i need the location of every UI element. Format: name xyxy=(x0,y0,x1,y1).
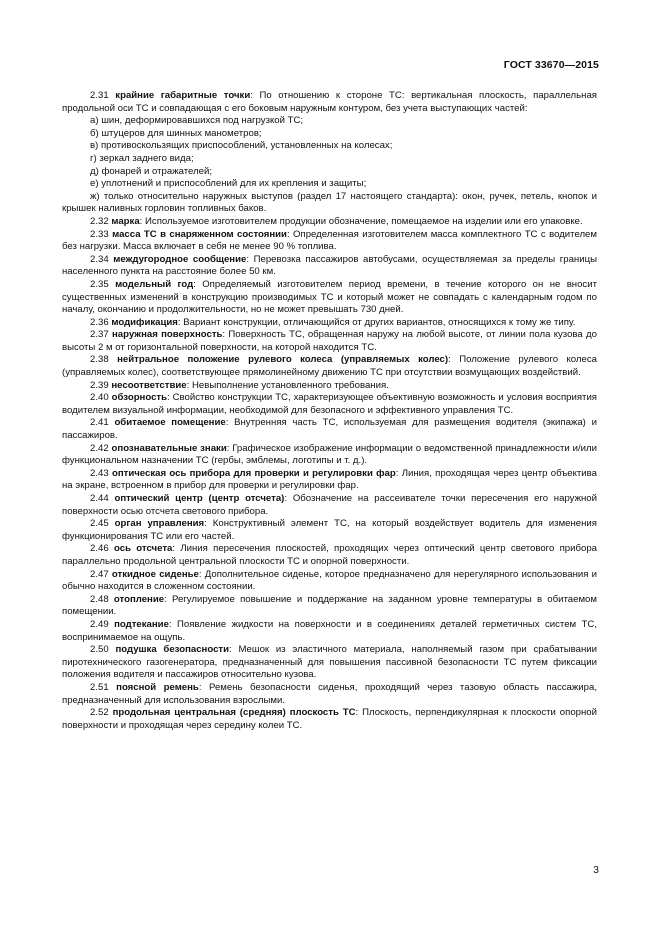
definition-number: 2.50 xyxy=(90,644,109,656)
definition-text: Регулируемое повышение и поддержание на заданном уровне температуры в обитаемом помещении. xyxy=(62,593,597,618)
list-item: ж) только относительно наружных выступов (раздел 17 настоящего стандарта): окон, ручек, петель, кнопок и крышек наливных горловин топливных баков. xyxy=(62,190,597,215)
definition-number: 2.41 xyxy=(90,417,109,429)
definition-text: Появление жидкости на поверхности и в соединениях деталей герметичных систем ТС, воспринимаемое на ощупь. xyxy=(62,618,597,643)
definition-term: опознавательные знаки xyxy=(111,442,227,454)
definition-number: 2.31 xyxy=(90,90,109,101)
definition-term: поясной ремень xyxy=(116,681,199,693)
definition-text: Положение рулевого колеса (управляемых колес), соответствующее прямолинейному движению ТС при отсутствии возмущающих воздействий. xyxy=(62,354,597,379)
definition-2-52: 2.52 продольная центральная (средняя) плоскость ТС: Плоскость, перпендикулярная к плоскости опорной поверхности и проходящая через середину колеи ТС. xyxy=(62,707,597,731)
definition-2-41: 2.41 обитаемое помещение: Внутренняя часть ТС, используемая для размещения водителя (экипажа) и пассажиров. xyxy=(62,417,597,442)
definition-term: подушка безопасности xyxy=(115,644,230,656)
definition-term: несоответствие xyxy=(111,379,187,391)
list-item: г) зеркал заднего вида; xyxy=(90,152,194,164)
list-item: д) фонарей и отражателей; xyxy=(90,165,213,177)
definition-2-36: 2.36 модификация: Вариант конструкции, отличающийся от других вариантов, относящихся к тому же типу. xyxy=(90,316,576,328)
definition-number: 2.39 xyxy=(90,379,109,391)
definition-text: Невыполнение установленного требования. xyxy=(191,379,389,391)
definition-text: Линия пересечения плоскостей, проходящих через оптический центр светового прибора параллельно продольной центральной плоскости ТС и опорной поверхности. xyxy=(62,543,597,567)
definition-2-47: 2.47 откидное сиденье: Дополнительное сиденье, которое предназначено для нерегулярного использования и обычно находится в сложенном состоянии. xyxy=(62,568,597,593)
definition-2-39: 2.39 несоответствие: Невыполнение установленного требования. xyxy=(90,379,389,391)
definition-term: орган управления xyxy=(114,518,205,530)
definition-text: Свойство конструкции ТС, характеризующее объективную возможность и условия восприятия водителем визуальной информации, необходимой для безопасного и эффективного управления ТС. xyxy=(62,392,597,416)
definition-number: 2.38 xyxy=(90,354,109,366)
definition-2-42: 2.42 опознавательные знаки: Графическое изображение информации о ведомственной принадлежности и/или функциональном назначении ТС (гербы, эмблемы, логотипы и т. д.). xyxy=(62,442,597,467)
definition-2-51: 2.51 поясной ремень: Ремень безопасности сиденья, проходящий через тазовую область пассажира, предназначенный для использования взрослыми. xyxy=(62,681,597,706)
definition-number: 2.46 xyxy=(90,543,109,555)
definition-2-46: 2.46 ось отсчета: Линия пересечения плоскостей, проходящих через оптический центр светового прибора параллельно продольной центральной плоскости ТС и опорной поверхности. xyxy=(62,543,597,567)
definition-number: 2.47 xyxy=(90,568,109,580)
definition-number: 2.52 xyxy=(90,707,109,719)
definition-term: ось отсчета xyxy=(114,543,173,555)
definition-text: Обозначение на рассеивателе точки пересечения его наружной поверхности осью отсчета светового прибора. xyxy=(62,493,597,517)
definition-2-44: 2.44 оптический центр (центр отсчета): Обозначение на рассеивателе точки пересечения его наружной поверхности осью отсчета светового прибора. xyxy=(62,493,597,517)
definition-number: 2.49 xyxy=(90,618,109,630)
definition-number: 2.35 xyxy=(90,278,109,290)
list-item: а) шин, деформировавшихся под нагрузкой ТС; xyxy=(90,115,304,127)
definition-number: 2.42 xyxy=(90,442,109,454)
definition-text: Вариант конструкции, отличающийся от других вариантов, относящихся к тому же типу. xyxy=(183,316,576,328)
definition-text: Определенная изготовителем масса комплектного ТС с водителем без нагрузки. Масса включает в себя не менее 90 % топлива. xyxy=(62,228,597,253)
definition-term: нейтральное положение рулевого колеса (управляемых колес) xyxy=(117,354,449,366)
definition-text: Плоскость, перпендикулярная к плоскости опорной поверхности и проходящая через середину колеи ТС. xyxy=(62,707,597,731)
definition-term: модификация xyxy=(111,316,178,328)
definition-number: 2.44 xyxy=(90,493,109,504)
definition-text: Дополнительное сиденье, которое предназначено для нерегулярного использования и обычно находится в сложенном состоянии. xyxy=(62,568,597,593)
definition-term: наружная поверхность xyxy=(111,329,223,341)
definition-term: марка xyxy=(111,215,140,227)
definition-2-35: 2.35 модельный год: Определяемый изготовителем период времени, в течение которого он не вносит существенных изменений в конструкцию производимых ТС и который может не совпадать с календарным годом по началу, окончанию и продолжительности, но не может превышать 730 дней. xyxy=(62,278,597,316)
definition-text: Графическое изображение информации о ведомственной принадлежности и/или функциональном назначении ТС (гербы, эмблемы, логотипы и т. д.). xyxy=(62,442,597,467)
definition-term: подтекание xyxy=(114,618,169,630)
definition-term: крайние габаритные точки xyxy=(115,90,251,101)
definition-number: 2.33 xyxy=(90,228,109,240)
definition-2-37: 2.37 наружная поверхность: Поверхность ТС, обращенная наружу на любой высоте, от линии пола кузова до высоты 2 м от горизонтальной поверхности, на которой находится ТС. xyxy=(62,329,597,353)
definition-term: обзорность xyxy=(111,392,168,404)
definition-term: оптическая ось прибора для проверки и регулировки фар xyxy=(111,467,396,479)
definition-2-32: 2.32 марка: Используемое изготовителем продукции обозначение, помещаемое на изделии или его упаковке. xyxy=(90,215,583,227)
definition-term: обитаемое помещение xyxy=(114,417,226,429)
definition-text: Линия, проходящая через центр объектива на экране, встроенном в прибор для проверки и регулировки фар. xyxy=(62,467,597,492)
definition-term: масса ТС в снаряженном состоянии xyxy=(112,228,287,240)
definition-number: 2.40 xyxy=(90,392,109,404)
definition-text: Используемое изготовителем продукции обозначение, помещаемое на изделии или его упаковке. xyxy=(145,215,583,227)
definition-2-50: 2.50 подушка безопасности: Мешок из эластичного материала, наполняемый газом при срабатывании пиротехнического газогенератора, предназначенный для повышения пассивной безопасности ТС путем фиксации положения водителя и пассажиров относительно кузова. xyxy=(62,644,597,681)
definition-number: 2.43 xyxy=(90,467,109,479)
definition-number: 2.37 xyxy=(90,329,109,341)
definition-text: Ремень безопасности сиденья, проходящий через тазовую область пассажира, предназначенный для использования взрослыми. xyxy=(62,681,597,706)
definition-number: 2.34 xyxy=(90,253,109,265)
definition-term: модельный год xyxy=(115,278,194,290)
definition-term: междугородное сообщение xyxy=(113,253,247,265)
definition-2-31: 2.31 крайние габаритные точки: По отношению к стороне ТС: вертикальная плоскость, параллельная продольной оси ТС и совпадающая с его боковым наружным контуром, без учета выступающих частей: xyxy=(62,90,597,114)
list-item: е) уплотнений и приспособлений для их крепления и защиты; xyxy=(90,178,367,190)
definition-2-48: 2.48 отопление: Регулируемое повышение и поддержание на заданном уровне температуры в обитаемом помещении. xyxy=(62,593,597,618)
definition-text: Конструктивный элемент ТС, на который воздействует водитель для изменения функционирования ТС или его частей. xyxy=(62,518,597,542)
definition-term: отопление xyxy=(113,593,165,605)
page-number: 3 xyxy=(593,864,599,876)
definition-text: Внутренняя часть ТС, используемая для размещения водителя (экипажа) и пассажиров. xyxy=(62,417,597,442)
definition-term: откидное сиденье xyxy=(111,568,199,580)
definitions-list xyxy=(62,90,597,732)
definition-2-33: 2.33 масса ТС в снаряженном состоянии: Определенная изготовителем масса комплектного ТС с водителем без нагрузки. Масса включает в себя не менее 90 % топлива. xyxy=(62,228,597,253)
definition-number: 2.36 xyxy=(90,316,109,328)
definition-number: 2.51 xyxy=(90,681,109,693)
definition-term: продольная центральная (средняя) плоскость ТС xyxy=(112,707,356,719)
definition-2-49: 2.49 подтекание: Появление жидкости на поверхности и в соединениях деталей герметичных систем ТС, воспринимаемое на ощупь. xyxy=(62,618,597,643)
definition-text: Определяемый изготовителем период времени, в течение которого он не вносит существенных изменений в конструкцию производимых ТС и который может не совпадать с календарным годом по началу, окончанию и продолжительности, но не может превышать 730 дней. xyxy=(62,278,597,316)
definition-text: По отношению к стороне ТС: вертикальная плоскость, параллельная продольной оси ТС и совпадающая с его боковым наружным контуром, без учета выступающих частей: xyxy=(62,90,597,114)
definition-text: Мешок из эластичного материала, наполняемый газом при срабатывании пиротехнического газогенератора, предназначенный для повышения пассивной безопасности ТС путем фиксации положения водителя и пассажиров относительно кузова. xyxy=(62,644,597,681)
definition-2-43: 2.43 оптическая ось прибора для проверки и регулировки фар: Линия, проходящая через центр объектива на экране, встроенном в прибор для проверки и регулировки фар. xyxy=(62,467,597,492)
definition-2-38: 2.38 нейтральное положение рулевого колеса (управляемых колес): Положение рулевого колеса (управляемых колес), соответствующее прямолинейному движению ТС при отсутствии возмущающих воздействий. xyxy=(62,354,597,379)
definition-number: 2.45 xyxy=(90,518,109,530)
definition-2-34: 2.34 междугородное сообщение: Перевозка пассажиров автобусами, осуществляемая за пределы границы населенного пункта на расстояние более 50 км. xyxy=(62,253,597,278)
definition-number: 2.32 xyxy=(90,215,109,227)
standard-header: ГОСТ 33670—2015 xyxy=(503,59,599,71)
definition-text: Перевозка пассажиров автобусами, осуществляемая за пределы границы населенного пункта на расстояние более 50 км. xyxy=(62,253,597,278)
definition-term: оптический центр (центр отсчета) xyxy=(114,493,285,504)
list-item: в) противоскользящих приспособлений, установленных на колесах; xyxy=(90,140,393,152)
definition-2-45: 2.45 орган управления: Конструктивный элемент ТС, на который воздействует водитель для изменения функционирования ТС или его частей. xyxy=(62,518,597,542)
list-item: б) штуцеров для шинных манометров; xyxy=(90,127,262,139)
definition-text: Поверхность ТС, обращенная наружу на любой высоте, от линии пола кузова до высоты 2 м от горизонтальной поверхности, на которой находится ТС. xyxy=(62,329,597,353)
definition-2-40: 2.40 обзорность: Свойство конструкции ТС, характеризующее объективную возможность и условия восприятия водителем визуальной информации, необходимой для безопасного и эффективного управления ТС. xyxy=(62,392,597,416)
definition-number: 2.48 xyxy=(90,593,109,605)
